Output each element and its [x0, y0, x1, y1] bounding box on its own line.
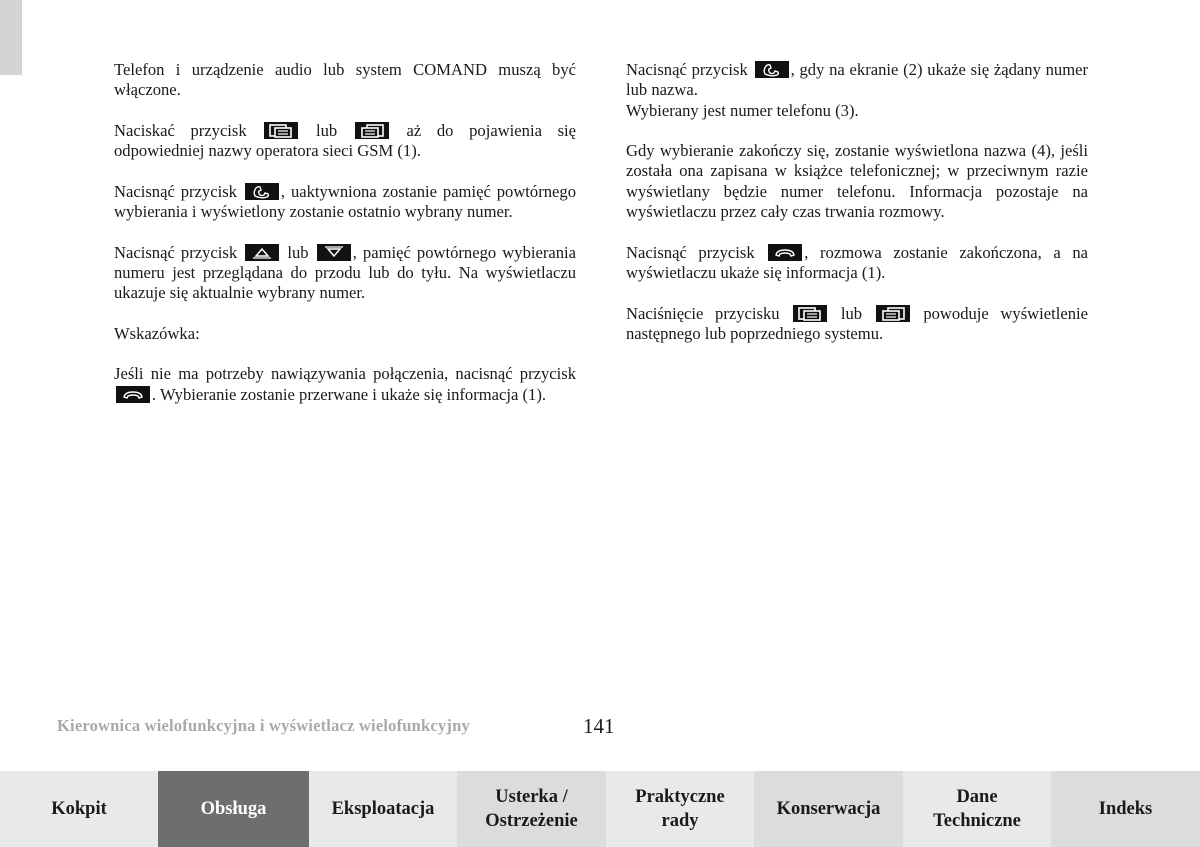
previous-system-button-icon: [876, 305, 910, 322]
nav-tab-indeks[interactable]: Indeks: [1051, 771, 1200, 847]
section-title: Kierownica wielofunkcyjna i wyświetlacz wielofunkcyjny: [57, 716, 470, 735]
edge-thumb-tab: [0, 0, 22, 75]
phone-end-icon: [768, 244, 802, 261]
nav-tab-dane-techniczne[interactable]: Dane Techniczne: [903, 771, 1051, 847]
nav-tab-kokpit[interactable]: Kokpit: [0, 771, 158, 847]
down-arrow-icon: [317, 244, 351, 261]
up-arrow-icon: [245, 244, 279, 261]
left-column: [114, 60, 576, 425]
paragraph: Wskazówka:: [114, 323, 200, 343]
paragraph: Naciśnięcie przycisku lub powoduje wyświetlenie następnego lub poprzedniego systemu.: [626, 303, 1088, 343]
page-number: 141: [583, 714, 615, 738]
paragraph: Naciskać przycisk lub aż do pojawienia się odpowiedniej nazwy operatora sieci GSM (1).: [114, 120, 577, 161]
nav-tab-usterka[interactable]: Usterka / Ostrzeżenie: [457, 771, 606, 847]
next-system-button-icon: [793, 305, 827, 322]
phone-end-icon: [116, 386, 150, 403]
nav-tab-praktyczne-rady[interactable]: Praktyczne rady: [606, 771, 754, 847]
paragraph: Telefon i urządzenie audio lub system COMAND muszą być włączone.: [114, 60, 576, 100]
paragraph: Nacisnąć przycisk , rozmowa zostanie zakończona, a na wyświetlaczu ukaże się informacja (1).: [626, 242, 1089, 282]
nav-tab-konserwacja[interactable]: Konserwacja: [754, 771, 903, 847]
next-system-button-icon: [264, 122, 298, 139]
paragraph: Jeśli nie ma potrzeby nawiązywania połączenia, nacisnąć przycisk . Wybieranie zostanie przerwane i ukaże się informacja (1).: [114, 364, 576, 404]
paragraph: Nacisnąć przycisk , uaktywniona zostanie pamięć powtórnego wybierania i wyświetlony zostanie ostatnio wybrany numer.: [114, 181, 576, 222]
bottom-navigation: [0, 771, 1200, 847]
paragraph: Nacisnąć przycisk lub , pamięć powtórnego wybierania numeru jest przeglądana do przodu lub do tyłu. Na wyświetlaczu ukazuje się aktualnie wybrany numer.: [114, 242, 577, 303]
nav-tab-eksploatacja[interactable]: Eksploatacja: [309, 771, 457, 847]
phone-call-icon: [755, 61, 789, 78]
nav-tab-obsluga[interactable]: Obsługa: [158, 771, 309, 847]
right-column: [626, 60, 1088, 364]
phone-call-icon: [245, 183, 279, 200]
paragraph: Gdy wybieranie zakończy się, zostanie wyświetlona nazwa (4), jeśli została ona zapisana w książce telefonicznej; w przeciwnym razie wyświetlany będzie numer telefonu. Informacja pozostaje na wyświetlaczu przez cały czas trwania rozmowy.: [626, 141, 1088, 222]
previous-system-button-icon: [355, 122, 389, 139]
paragraph: Nacisnąć przycisk , gdy na ekranie (2) ukaże się żądany numer lub nazwa. Wybierany jest numer telefonu (3).: [626, 60, 1089, 120]
